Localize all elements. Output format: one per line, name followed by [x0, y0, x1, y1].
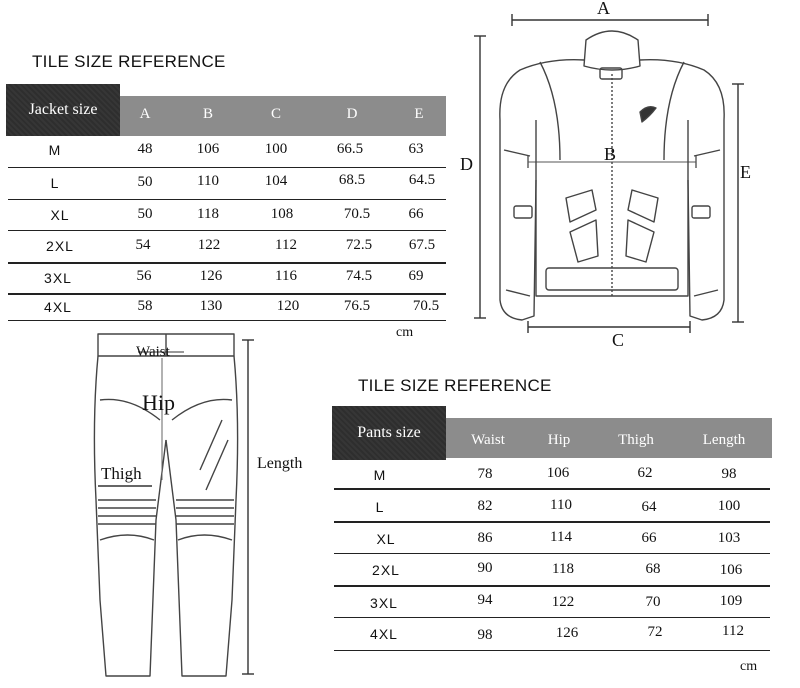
table-cell: 108 — [270, 206, 294, 222]
table-cell: 94 — [477, 592, 493, 608]
table-cell: 67.5 — [408, 237, 436, 253]
size-label: 3XL — [370, 595, 398, 611]
table-cell: 66 — [641, 530, 657, 546]
thigh-label: Thigh — [101, 464, 142, 483]
table-cell: 122 — [197, 237, 221, 253]
table-cell: 82 — [477, 498, 493, 514]
pants-section-title: TILE SIZE REFERENCE — [358, 376, 552, 395]
size-label: L — [50, 175, 60, 191]
table-cell: 109 — [719, 593, 743, 609]
table-cell: 58 — [137, 298, 153, 314]
jacket-size-header: Jacket size — [6, 84, 120, 136]
table-cell: 106 — [546, 465, 570, 481]
table-cell: 98 — [721, 466, 737, 482]
table-cell: 70.5 — [412, 298, 440, 314]
table-cell: 104 — [264, 173, 288, 189]
pants-unit-label: cm — [740, 659, 758, 674]
pants-size-header: Pants size — [332, 406, 446, 460]
jacket-col-d: D — [346, 106, 358, 122]
table-cell: 98 — [477, 627, 493, 643]
table-cell: 50 — [137, 206, 153, 222]
size-label: 2XL — [46, 238, 74, 254]
jacket-col-c: C — [270, 106, 281, 122]
table-cell: 118 — [197, 206, 219, 222]
size-label: XL — [50, 207, 70, 223]
table-cell: 66 — [408, 206, 424, 222]
table-cell: 100 — [264, 141, 288, 157]
table-cell: 64.5 — [408, 172, 436, 188]
pants-col-waist: Waist — [471, 432, 505, 448]
table-cell: 114 — [550, 529, 572, 545]
jacket-col-b: B — [202, 106, 213, 122]
table-cell: 70.5 — [343, 206, 371, 222]
table-cell: 63 — [408, 141, 424, 157]
table-cell: 103 — [717, 530, 741, 546]
table-cell: 112 — [275, 237, 297, 253]
table-cell: 106 — [196, 141, 220, 157]
table-cell: 56 — [136, 268, 152, 284]
table-cell: 68.5 — [338, 172, 366, 188]
table-cell: 50 — [137, 174, 153, 190]
pants-row-divider — [334, 650, 770, 651]
pants-row-divider — [334, 521, 770, 523]
pants-col-hip: Hip — [547, 432, 571, 448]
pants-col-thigh: Thigh — [618, 432, 654, 448]
pants-row-divider — [334, 488, 770, 490]
table-cell: 86 — [477, 530, 493, 546]
jacket-col-e: E — [414, 106, 424, 122]
table-cell: 64 — [641, 499, 657, 515]
dim-a-label: A — [597, 0, 610, 18]
table-cell: 110 — [550, 497, 572, 513]
waist-label: Waist — [136, 344, 170, 360]
table-cell: 69 — [408, 268, 424, 284]
table-cell: 116 — [275, 268, 297, 284]
table-cell: 70 — [645, 594, 661, 610]
table-cell: 130 — [199, 298, 223, 314]
dim-d-label: D — [460, 154, 473, 174]
dim-b-label: B — [604, 144, 617, 164]
hip-label: Hip — [142, 390, 175, 415]
size-label: 3XL — [44, 270, 72, 286]
table-cell: 106 — [719, 562, 743, 578]
table-cell: 48 — [137, 141, 153, 157]
table-cell: 68 — [645, 561, 661, 577]
size-label: 4XL — [370, 626, 398, 642]
size-label: L — [375, 499, 385, 515]
table-cell: 72.5 — [345, 237, 373, 253]
pants-row-divider — [334, 553, 770, 554]
jacket-section-title: TILE SIZE REFERENCE — [32, 52, 226, 71]
table-cell: 122 — [551, 594, 575, 610]
size-label: XL — [376, 531, 396, 547]
jacket-unit-label: cm — [396, 325, 414, 340]
table-cell: 54 — [135, 237, 151, 253]
dim-c-label: C — [612, 330, 625, 350]
size-label: M — [48, 142, 62, 158]
jacket-col-a: A — [139, 106, 151, 122]
table-cell: 100 — [717, 498, 741, 514]
pants-col-length: Length — [702, 432, 746, 448]
table-cell: 66.5 — [336, 141, 364, 157]
pants-row-divider — [334, 585, 770, 587]
size-label: 2XL — [372, 562, 400, 578]
size-label: 4XL — [44, 299, 72, 315]
table-cell: 126 — [199, 268, 223, 284]
size-label: M — [373, 467, 387, 483]
table-cell: 90 — [477, 560, 493, 576]
table-cell: 118 — [552, 561, 574, 577]
dim-e-label: E — [740, 162, 751, 182]
pants-row-divider — [334, 617, 770, 618]
table-cell: 120 — [276, 298, 300, 314]
table-cell: 78 — [477, 466, 493, 482]
table-cell: 112 — [722, 623, 744, 639]
table-cell: 126 — [555, 625, 579, 641]
table-cell: 110 — [197, 173, 219, 189]
length-label: Length — [257, 455, 303, 472]
table-cell: 62 — [637, 465, 653, 481]
table-cell: 76.5 — [343, 298, 371, 314]
table-cell: 74.5 — [345, 268, 373, 284]
table-cell: 72 — [647, 624, 663, 640]
